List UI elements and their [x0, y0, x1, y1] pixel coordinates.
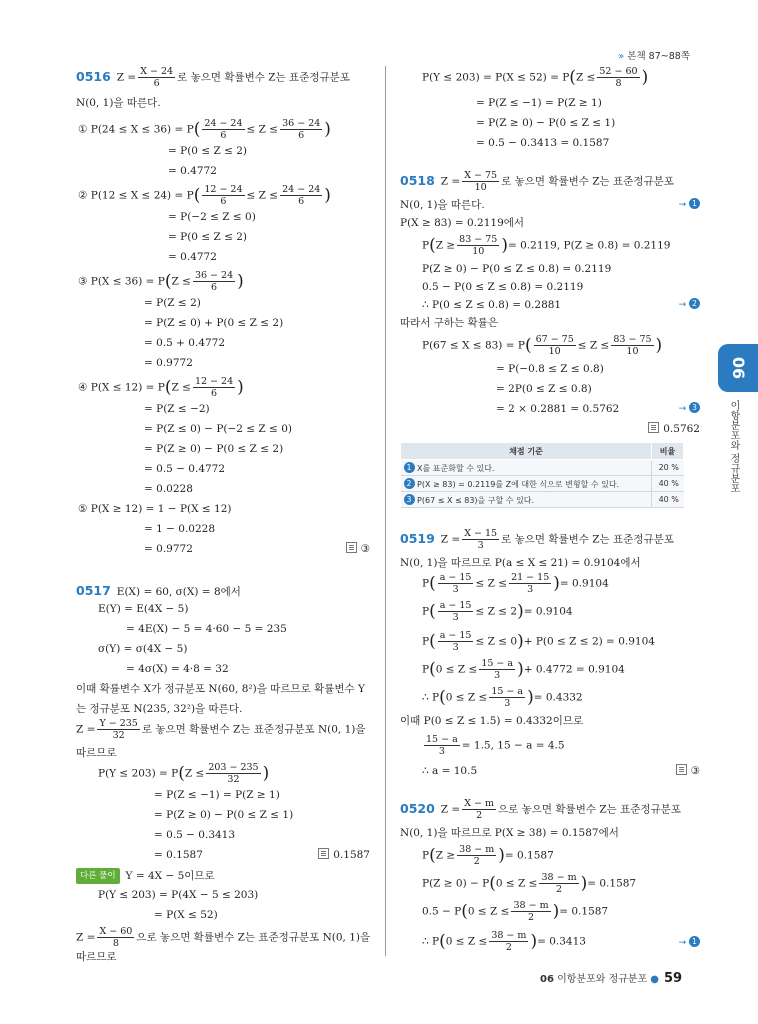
text-line: P(67 ≤ X ≤ 83) = P( $\frac{67 - 75}{10}$ ≤ Z ≤ $\frac{83 - 75}{10}$ ) [422, 334, 663, 357]
text-line: N(0, 1)을 따르므로 P(X ≥ 38) = 0.1587에서 [400, 827, 619, 839]
text-line: 따르므로 [76, 747, 117, 759]
text-line: P(Y ≤ 203) = P(4X − 5 ≤ 203) [98, 889, 259, 901]
problem-number: 0519 [400, 530, 435, 546]
answer-0518: 0.5762 [648, 422, 700, 435]
text-line: Z = $\frac{Y - 235}{32}$ 로 놓으면 확률변수 Z는 표준정규분포 N(0, 1)을 [76, 718, 366, 741]
text-line: P(Z ≥ $\frac{38 - m}{2}$ )= 0.1587 [422, 844, 554, 867]
alt-solution-badge: 다른 풀이 [76, 868, 120, 884]
text-line: = P(Z ≥ 0) − P(0 ≤ Z ≤ 2) [144, 443, 284, 455]
text-line: = 0.9772 [144, 357, 193, 369]
case-5: ⑤ P(X ≥ 12) = 1 − P(X ≤ 12) [78, 503, 232, 515]
chapter-tab: 06 [718, 344, 758, 392]
text-line: = P(Z ≤ −1) = P(Z ≥ 1) [154, 789, 280, 801]
answer-icon [648, 422, 659, 433]
alt-solution: 다른 풀이 Y = 4X − 5이므로 [76, 868, 215, 884]
text-line: = 0.5 + 0.4772 [144, 337, 226, 349]
text-line: = 2 × 0.2881 = 0.5762 [496, 403, 620, 415]
text-line: $\frac{15 - a}{3}$ = 1.5, 15 − a = 4.5 [426, 734, 565, 757]
text-line: P(Y ≤ 203) = P(Z ≤ $\frac{203 - 235}{32}$ ) [98, 762, 270, 785]
answer-0517: 0.1587 [318, 848, 370, 861]
text-line: = P(Z ≥ 0) − P(0 ≤ Z ≤ 1) [476, 117, 616, 129]
text-line: P( $\frac{a - 15}{3}$ ≤ Z ≤ 0)+ P(0 ≤ Z ≤ 2) = 0.9104 [422, 630, 655, 653]
problem-0517-intro: 0517 E(X) = 60, σ(X) = 8에서 [76, 583, 241, 598]
text-line: 이때 확률변수 X가 정규분포 N(60, 8²)을 따르므로 확률변수 Y [76, 683, 365, 695]
text-line: = 0.4772 [168, 165, 217, 177]
step-marker: → 1 [679, 936, 700, 948]
case-1: ① P(24 ≤ X ≤ 36) = P( $\frac{24 - 24}{6}$ ≤ Z ≤ $\frac{36 - 24}{6}$ ) [78, 118, 331, 141]
table-row: 2 P(X ≥ 83) = 0.2119를 Z에 대한 식으로 변형할 수 있다. 40 % [401, 476, 684, 492]
case-3: ③ P(X ≤ 36) = P(Z ≤ $\frac{36 - 24}{6}$ ) [78, 270, 244, 293]
text-line: P( $\frac{a - 15}{3}$ ≤ Z ≤ 2)= 0.9104 [422, 600, 573, 623]
problem-0520-intro: 0520 Z = $\frac{X - m}{2}$ 으로 놓으면 확률변수 Z는 표준정규분포 [400, 798, 681, 821]
page-number: 59 [663, 971, 683, 986]
grade-header-criteria: 채점 기준 [401, 443, 652, 460]
page-footer: 06 이항분포와 정규분포 ● 59 [540, 971, 683, 986]
problem-0518-intro: 0518 Z = $\frac{X - 75}{10}$ 로 놓으면 확률변수 Z는 표준정규분포 [400, 170, 674, 193]
text-line: 이때 P(0 ≤ Z ≤ 1.5) = 0.4332이므로 [400, 715, 584, 727]
grading-table [400, 442, 684, 508]
text-line: P(Z ≥ $\frac{83 - 75}{10}$ )= 0.2119, P(Z ≥ 0.8) = 0.2119 [422, 234, 671, 257]
table-row: 3 P(67 ≤ X ≤ 83)을 구할 수 있다. 40 % [401, 492, 684, 508]
column-divider [385, 66, 386, 956]
text-line: = 1 − 0.0228 [144, 523, 216, 535]
text-line: = P(Z ≤ 2) [144, 297, 201, 309]
text-line: = P(X ≤ 52) [154, 909, 218, 921]
text-line: = P(Z ≥ 0) − P(0 ≤ Z ≤ 1) [154, 809, 294, 821]
problem-0519-intro: 0519 Z = $\frac{X - 15}{3}$ 로 놓으면 확률변수 Z는 표준정규분포 [400, 528, 674, 551]
text-line: = 0.1587 [154, 849, 203, 861]
step-marker: → 1 [679, 198, 700, 210]
text-line: ∴ P(0 ≤ Z ≤ $\frac{15 - a}{3}$ )= 0.4332 [422, 686, 583, 709]
text-line: 따르므로 [76, 951, 117, 963]
text-line: σ(Y) = σ(4X − 5) [98, 643, 188, 655]
text-line: ∴ P(0 ≤ Z ≤ $\frac{38 - m}{2}$ )= 0.3413 [422, 930, 586, 953]
text-line: P(Z ≥ 0) − P(0 ≤ Z ≤ 0.8) = 0.2119 [422, 263, 612, 275]
text-line: P(Z ≥ 0) − P(0 ≤ Z ≤ $\frac{38 - m}{2}$ )= 0.1587 [422, 872, 637, 895]
text-line: = 4σ(X) = 4·8 = 32 [126, 663, 229, 675]
answer-icon [676, 764, 687, 775]
text-line: = 0.9772 [144, 543, 193, 555]
chapter-tab-label: 이항분포와 정규분포 [728, 400, 739, 494]
book-page-reference: » 본책 87~88쪽 [618, 51, 690, 62]
text-line: N(0, 1)을 따른다. [76, 97, 161, 109]
problem-number: 0520 [400, 800, 435, 816]
answer-icon [318, 848, 329, 859]
text-line: = 0.5 − 0.3413 [154, 829, 236, 841]
text-line: = 0.5 − 0.3413 = 0.1587 [476, 137, 610, 149]
text-line: P(X ≥ 83) = 0.2119에서 [400, 217, 525, 229]
answer-0516: ③ [346, 542, 370, 555]
text-line: P( $\frac{a - 15}{3}$ ≤ Z ≤ $\frac{21 - 15}{3}$ )= 0.9104 [422, 572, 609, 595]
text-line: 따라서 구하는 확률은 [400, 317, 498, 329]
text-line: = 2P(0 ≤ Z ≤ 0.8) [496, 383, 592, 395]
answer-0519: ③ [676, 764, 700, 777]
grade-header-ratio: 비율 [652, 443, 684, 460]
case-2: ② P(12 ≤ X ≤ 24) = P( $\frac{12 - 24}{6}$ ≤ Z ≤ $\frac{24 - 24}{6}$ ) [78, 184, 331, 207]
text-line: = 0.0228 [144, 483, 193, 495]
text-line: = 0.4772 [168, 251, 217, 263]
text-line: ∴ a = 10.5 [422, 765, 478, 777]
text-line: = 0.5 − 0.4772 [144, 463, 226, 475]
problem-number: 0518 [400, 172, 435, 188]
text-line: = 4E(X) − 5 = 4·60 − 5 = 235 [126, 623, 287, 635]
text-line: = P(Z ≤ −1) = P(Z ≥ 1) [476, 97, 602, 109]
text-line: N(0, 1)을 따른다. [400, 199, 485, 211]
case-4: ④ P(X ≤ 12) = P(Z ≤ $\frac{12 - 24}{6}$ ) [78, 376, 244, 399]
text-line: 는 정규분포 N(235, 32²)을 따른다. [76, 703, 243, 715]
text-line: = P(0 ≤ Z ≤ 2) [168, 145, 247, 157]
problem-0516-intro: 0516 Z = $\frac{X - 24}{6}$ 로 놓으면 확률변수 Z는 표준정규분포 [76, 66, 350, 89]
problem-number: 0517 [76, 583, 111, 598]
text-line: = P(Z ≤ 0) − P(−2 ≤ Z ≤ 0) [144, 423, 292, 435]
text-line: P(0 ≤ Z ≤ $\frac{15 - a}{3}$ )+ 0.4772 = 0.9104 [422, 658, 625, 681]
step-marker: → 3 [679, 402, 700, 414]
text-line: ∴ P(0 ≤ Z ≤ 0.8) = 0.2881 [422, 299, 562, 311]
text-line: Z = $\frac{X - 60}{8}$ 으로 놓으면 확률변수 Z는 표준정규분포 N(0, 1)을 [76, 926, 371, 949]
text-line: = P(0 ≤ Z ≤ 2) [168, 231, 247, 243]
text-line: N(0, 1)을 따르므로 P(a ≤ X ≤ 21) = 0.9104에서 [400, 557, 641, 569]
text-line: = P(Z ≤ −2) [144, 403, 210, 415]
problem-number: 0516 [76, 68, 111, 84]
answer-icon [346, 542, 357, 553]
text-line: E(Y) = E(4X − 5) [98, 603, 189, 615]
text-line: = P(−0.8 ≤ Z ≤ 0.8) [496, 363, 604, 375]
step-marker: → 2 [679, 298, 700, 310]
text-line: 0.5 − P(0 ≤ Z ≤ 0.8) = 0.2119 [422, 281, 584, 293]
text-line: 0.5 − P(0 ≤ Z ≤ $\frac{38 - m}{2}$ )= 0.1587 [422, 900, 609, 923]
text-line: = P(Z ≤ 0) + P(0 ≤ Z ≤ 2) [144, 317, 284, 329]
text-line: P(Y ≤ 203) = P(X ≤ 52) = P(Z ≤ $\frac{52 - 60}{8}$ ) [422, 66, 649, 89]
table-row: 1 X를 표준화할 수 있다. 20 % [401, 460, 684, 476]
text-line: = P(−2 ≤ Z ≤ 0) [168, 211, 256, 223]
